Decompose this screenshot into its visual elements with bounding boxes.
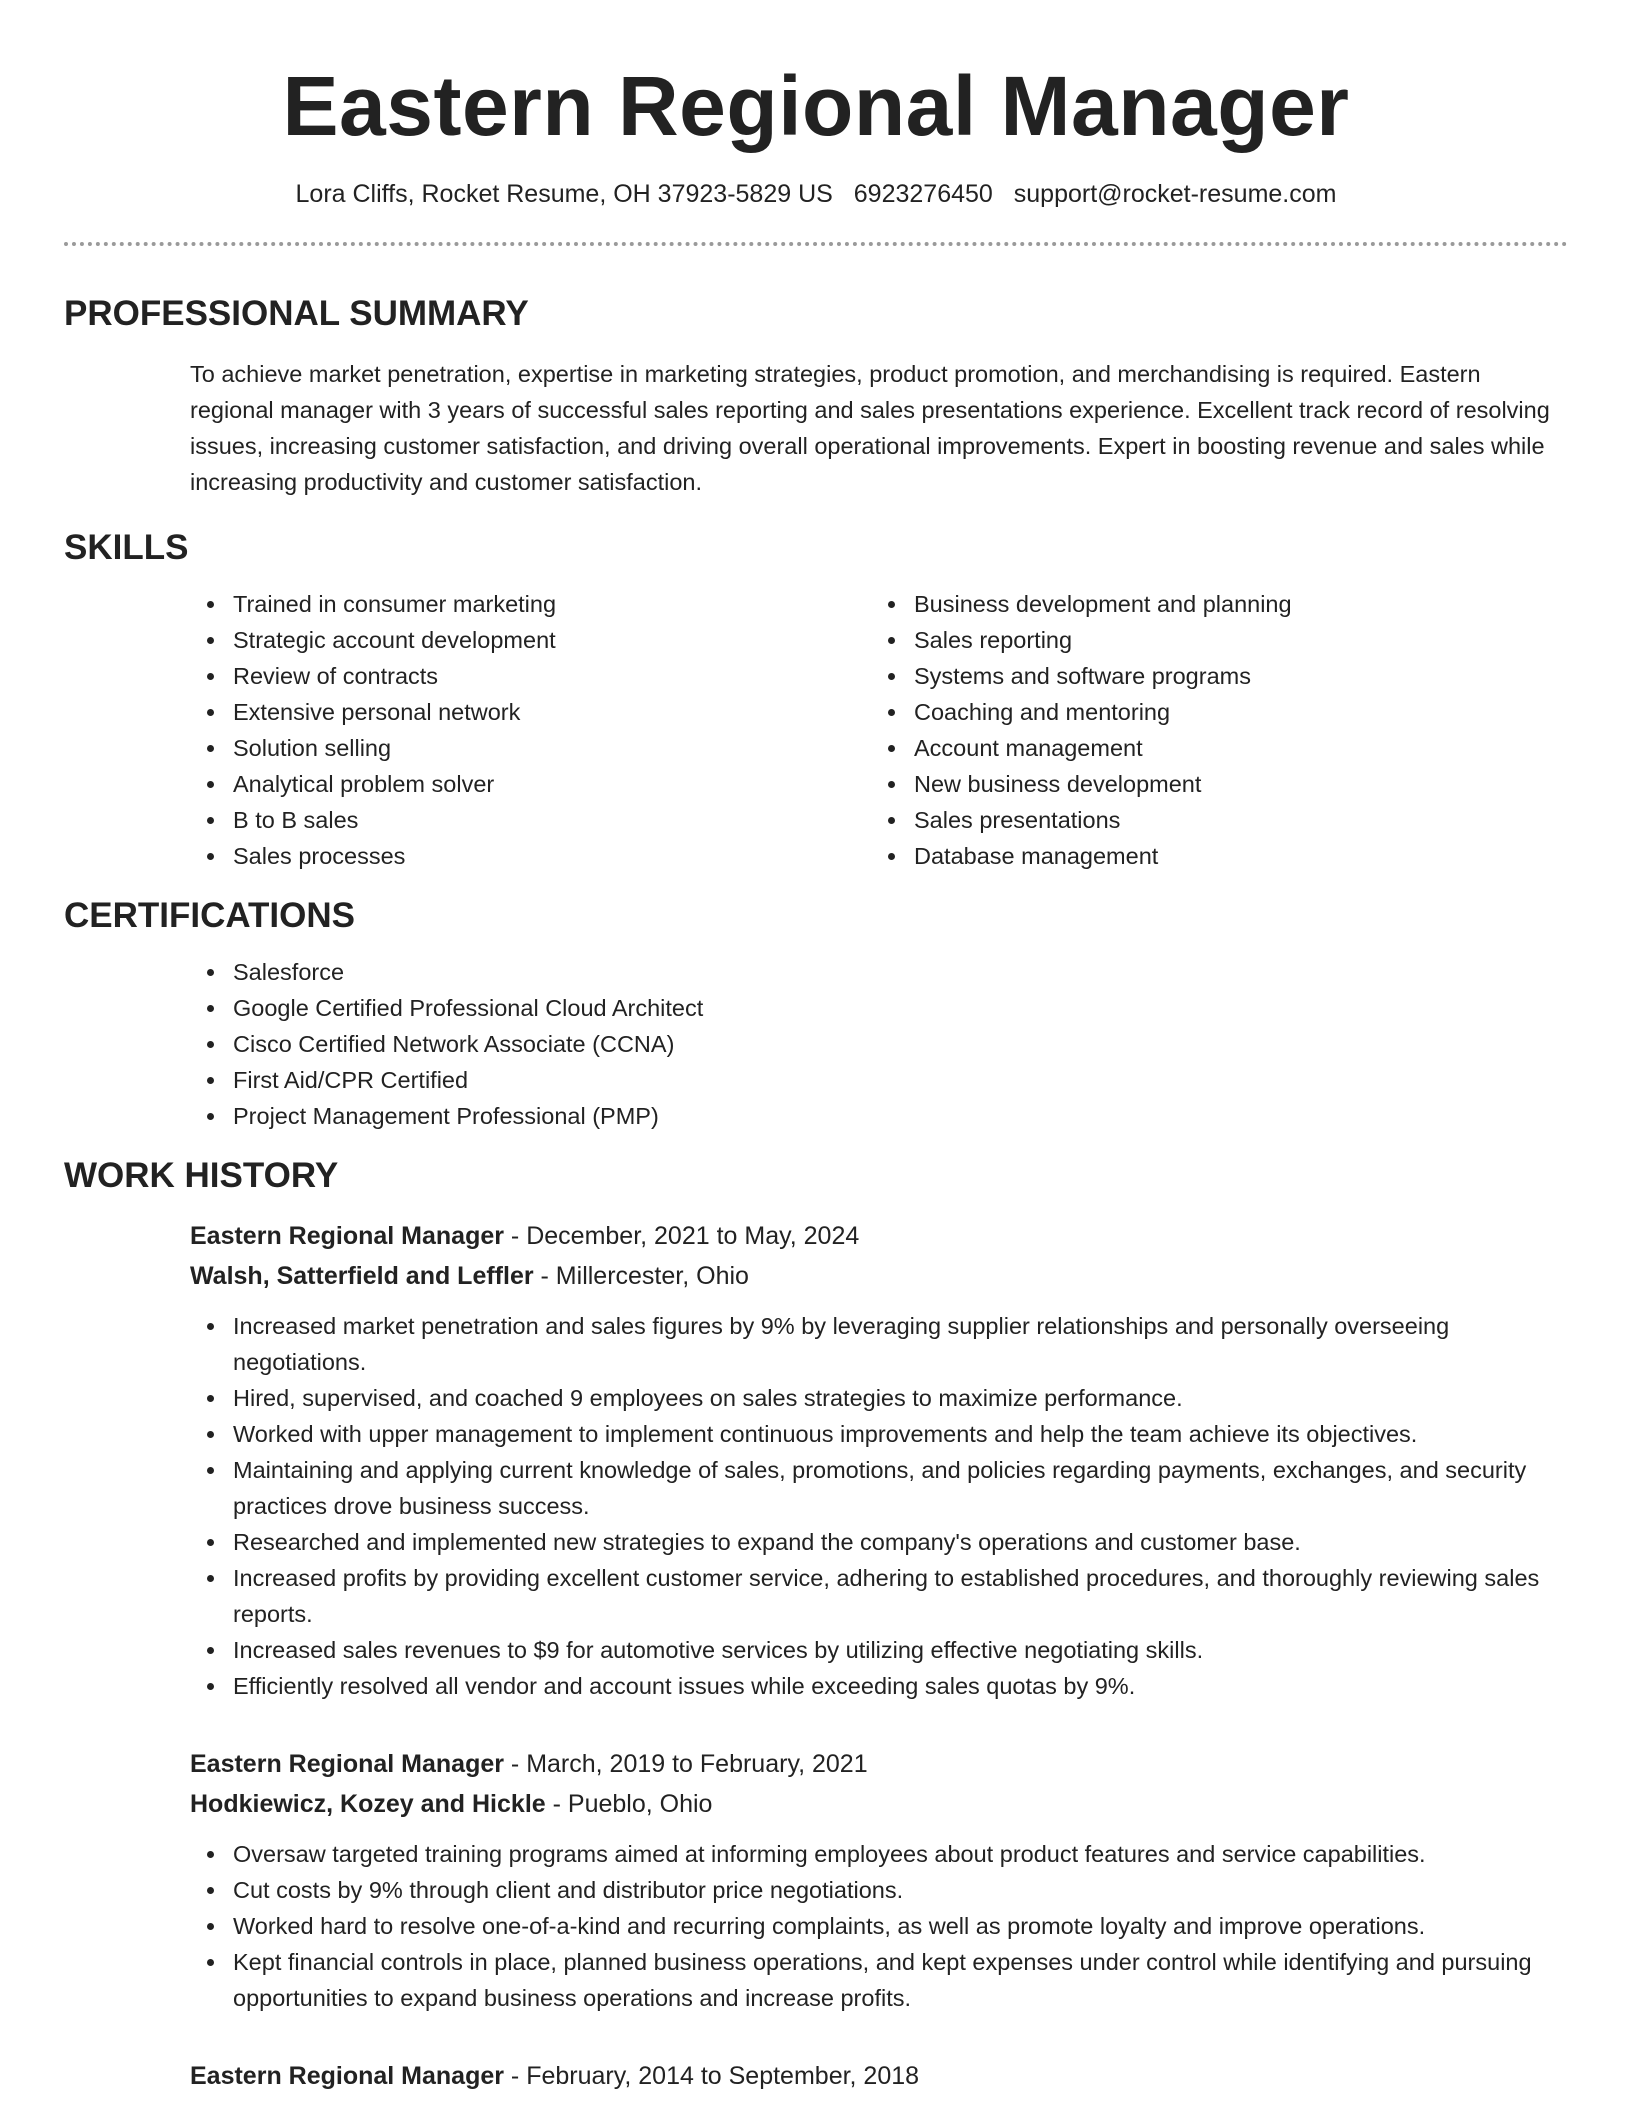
job-dates: - February, 2014 to September, 2018 [503,2062,920,2090]
skill-item: Database management [914,838,1292,874]
certification-item: Google Certified Professional Cloud Architect [233,990,1568,1026]
job-company: Walsh, Satterfield and Leffler [190,1262,534,1290]
resume-page [64,0,1568,2096]
summary-heading: PROFESSIONAL SUMMARY [64,294,529,333]
skill-item: Sales processes [233,838,914,874]
job-bullet: Oversaw targeted training programs aimed at informing employees about product features and service capabilities. [233,1836,1568,1872]
skill-item: Analytical problem solver [233,766,914,802]
job-entry [190,1744,1568,2016]
job-company-line [190,1256,1568,1296]
job-company: Hodkiewicz, Kozey and Hickle [190,1790,546,1818]
skill-item: Business development and planning [914,586,1292,622]
contact-phone: 6923276450 [853,180,993,208]
job-title-line [190,1216,1568,1256]
job-title-line [190,1744,1568,1784]
job-bullet: Worked with upper management to implement continuous improvements and help the team achieve its objectives. [233,1416,1568,1452]
skill-item: Systems and software programs [914,658,1292,694]
header-divider [64,242,1568,246]
job-bullet: Efficiently resolved all vendor and account issues while exceeding sales quotas by 9%. [233,1668,1568,1704]
job-bullet: Worked hard to resolve one-of-a-kind and recurring complaints, as well as promote loyalty and improve operations. [233,1908,1568,1944]
job-bullet-list [190,1836,1568,2016]
certification-item: Cisco Certified Network Associate (CCNA) [233,1026,1568,1062]
job-dates: - December, 2021 to May, 2024 [503,1222,860,1250]
skill-item: Extensive personal network [233,694,914,730]
skills-list-left [64,586,914,874]
job-entry [190,2056,1568,2096]
job-bullet: Increased profits by providing excellent customer service, adhering to established procedures, and thoroughly reviewing sales reports. [233,1560,1568,1632]
job-bullet: Kept financial controls in place, planned business operations, and kept expenses under control while identifying and pursuing opportunities to expand business operations and increase profits. [233,1944,1568,2016]
skill-item: Trained in consumer marketing [233,586,914,622]
skill-item: Review of contracts [233,658,914,694]
job-bullet: Maintaining and applying current knowledge of sales, promotions, and policies regarding payments, exchanges, and security practices drove business success. [233,1452,1568,1524]
skill-item: Solution selling [233,730,914,766]
job-title-line [190,2056,1568,2096]
skill-item: B to B sales [233,802,914,838]
job-location: - Millercester, Ohio [533,1262,749,1290]
contact-line [64,178,1568,210]
certifications-heading: CERTIFICATIONS [64,896,356,935]
job-title: Eastern Regional Manager [190,2062,504,2090]
skills-heading: SKILLS [64,528,189,567]
job-bullet-list [190,1308,1568,1704]
skill-item: Sales presentations [914,802,1292,838]
job-location: - Pueblo, Ohio [545,1790,713,1818]
job-bullet: Increased market penetration and sales figures by 9% by leveraging supplier relationships and personally overseeing negotiations. [233,1308,1568,1380]
job-bullet: Hired, supervised, and coached 9 employees on sales strategies to maximize performance. [233,1380,1568,1416]
skill-item: Account management [914,730,1292,766]
work-history-heading: WORK HISTORY [64,1156,339,1195]
skill-item: Strategic account development [233,622,914,658]
certification-item: Salesforce [233,954,1568,990]
skills-list-right [914,586,1292,874]
skill-item: Coaching and mentoring [914,694,1292,730]
job-title: Eastern Regional Manager [190,1222,504,1250]
job-bullet: Increased sales revenues to $9 for automotive services by utilizing effective negotiating skills. [233,1632,1568,1668]
job-dates: - March, 2019 to February, 2021 [503,1750,868,1778]
skill-item: New business development [914,766,1292,802]
job-bullet: Researched and implemented new strategies to expand the company's operations and customer base. [233,1524,1568,1560]
job-bullet: Cut costs by 9% through client and distributor price negotiations. [233,1872,1568,1908]
skills-columns [64,586,1568,874]
job-title: Eastern Regional Manager [190,1750,504,1778]
certification-item: First Aid/CPR Certified [233,1062,1568,1098]
certification-item: Project Management Professional (PMP) [233,1098,1568,1134]
contact-email: support@rocket-resume.com [1013,180,1337,208]
summary-text: To achieve market penetration, expertise in marketing strategies, product promotion, and merchandising is required. Eastern regional manager with 3 years of successful sales reporting and sales presentations experience. Excellent track record of resolving issues, increasing customer satisfaction, and driving overall operational improvements. Expert in boosting revenue and sales while increasing productivity and customer satisfaction. [190,361,1550,495]
skill-item: Sales reporting [914,622,1292,658]
job-entry [190,1216,1568,1704]
job-company-line [190,1784,1568,1824]
resume-title: Eastern Regional Manager [282,59,1350,153]
contact-address: Lora Cliffs, Rocket Resume, OH 37923-5829 US [295,180,833,208]
work-history-list [64,1216,1568,2096]
certifications-list [64,954,1568,1134]
